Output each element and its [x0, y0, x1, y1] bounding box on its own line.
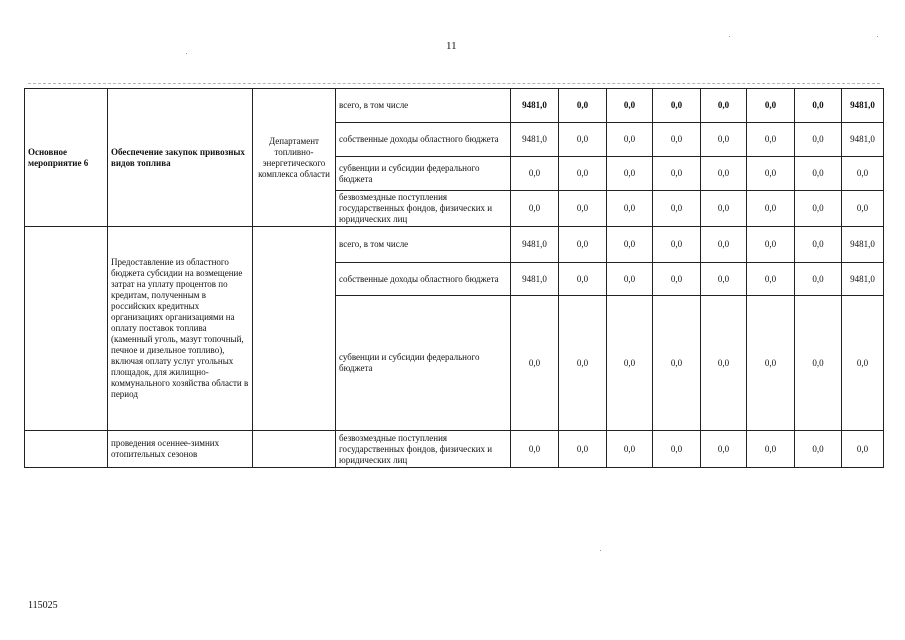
value-cell: 0,0	[559, 227, 607, 263]
value-cell: 0,0	[653, 123, 701, 157]
measure-title-cell: Предоставление из областного бюджета субсидии на возмещение затрат на уплату процентов по кредитам, полученным в российских кредитных организациях организациями на оплату поставок топлива (каменный уголь, мазут топочный, печное и дизельное топливо), включая оплату услуг угольных площадок, для жилищно-коммунального хозяйства области в период	[108, 227, 253, 431]
value-cell: 0,0	[607, 157, 653, 191]
value-cell: 0,0	[511, 157, 559, 191]
value-cell: 0,0	[842, 431, 884, 468]
funding-source-cell: субвенции и субсидии федерального бюджета	[336, 296, 511, 431]
value-cell: 0,0	[747, 431, 795, 468]
value-cell: 0,0	[653, 431, 701, 468]
value-cell: 0,0	[842, 191, 884, 227]
value-cell: 0,0	[607, 123, 653, 157]
value-cell: 9481,0	[842, 227, 884, 263]
value-cell: 0,0	[747, 227, 795, 263]
page-number: 11	[446, 40, 457, 52]
value-cell: 0,0	[559, 296, 607, 431]
scan-speck	[186, 53, 187, 54]
value-cell: 0,0	[747, 263, 795, 296]
value-cell: 0,0	[795, 263, 842, 296]
value-cell: 0,0	[607, 431, 653, 468]
value-cell: 0,0	[511, 191, 559, 227]
value-cell: 0,0	[747, 296, 795, 431]
funding-source-cell: безвозмездные поступления государственных фондов, физических и юридических лиц	[336, 191, 511, 227]
value-cell: 0,0	[559, 157, 607, 191]
funding-source-cell: субвенции и субсидии федерального бюджета	[336, 157, 511, 191]
value-cell: 0,0	[607, 89, 653, 123]
value-cell: 0,0	[747, 157, 795, 191]
measure-title-cell: Обеспечение закупок привозных видов топлива	[108, 89, 253, 227]
value-cell: 9481,0	[511, 123, 559, 157]
funding-source-cell: всего, в том числе	[336, 89, 511, 123]
value-cell: 0,0	[795, 227, 842, 263]
value-cell: 9481,0	[842, 123, 884, 157]
funding-source-cell: собственные доходы областного бюджета	[336, 263, 511, 296]
event-cell	[25, 227, 108, 431]
value-cell: 0,0	[607, 227, 653, 263]
value-cell: 9481,0	[842, 89, 884, 123]
measure-title-cell: проведения осеннее-зимних отопительных сезонов	[108, 431, 253, 468]
funding-source-cell: собственные доходы областного бюджета	[336, 123, 511, 157]
value-cell: 0,0	[607, 296, 653, 431]
value-cell: 0,0	[607, 191, 653, 227]
value-cell: 0,0	[653, 227, 701, 263]
value-cell: 0,0	[701, 227, 747, 263]
value-cell: 9481,0	[511, 89, 559, 123]
header-divider	[28, 83, 880, 84]
value-cell: 0,0	[795, 89, 842, 123]
scan-speck	[877, 36, 878, 37]
table-row	[25, 227, 884, 263]
value-cell: 0,0	[559, 123, 607, 157]
event-cell: Основное мероприятие 6	[25, 89, 108, 227]
value-cell: 0,0	[747, 89, 795, 123]
department-cell	[253, 227, 336, 431]
table-row	[25, 89, 884, 123]
footer-code: 115025	[28, 600, 58, 611]
value-cell: 0,0	[701, 191, 747, 227]
event-cell	[25, 431, 108, 468]
value-cell: 0,0	[701, 89, 747, 123]
value-cell: 0,0	[795, 296, 842, 431]
value-cell: 0,0	[653, 296, 701, 431]
value-cell: 0,0	[559, 89, 607, 123]
value-cell: 0,0	[795, 191, 842, 227]
value-cell: 0,0	[747, 123, 795, 157]
value-cell: 0,0	[842, 157, 884, 191]
scan-speck	[729, 36, 730, 37]
value-cell: 0,0	[653, 191, 701, 227]
funding-source-cell: всего, в том числе	[336, 227, 511, 263]
value-cell: 0,0	[607, 263, 653, 296]
value-cell: 0,0	[701, 431, 747, 468]
funding-source-cell: безвозмездные поступления государственных фондов, физических и юридических лиц	[336, 431, 511, 468]
value-cell: 0,0	[747, 191, 795, 227]
value-cell: 0,0	[701, 157, 747, 191]
value-cell: 9481,0	[511, 263, 559, 296]
value-cell: 0,0	[701, 296, 747, 431]
value-cell: 9481,0	[511, 227, 559, 263]
value-cell: 0,0	[795, 157, 842, 191]
value-cell: 0,0	[795, 123, 842, 157]
value-cell: 0,0	[559, 263, 607, 296]
budget-table	[24, 88, 884, 468]
scan-speck	[600, 550, 601, 551]
value-cell: 0,0	[701, 263, 747, 296]
table-row	[25, 431, 884, 468]
value-cell: 0,0	[559, 431, 607, 468]
value-cell: 9481,0	[842, 263, 884, 296]
value-cell: 0,0	[559, 191, 607, 227]
value-cell: 0,0	[653, 89, 701, 123]
value-cell: 0,0	[511, 431, 559, 468]
value-cell: 0,0	[653, 157, 701, 191]
value-cell: 0,0	[701, 123, 747, 157]
value-cell: 0,0	[511, 296, 559, 431]
value-cell: 0,0	[653, 263, 701, 296]
department-cell	[253, 431, 336, 468]
department-cell: Департамент топливно-энергетического комплекса области	[253, 89, 336, 227]
value-cell: 0,0	[842, 296, 884, 431]
value-cell: 0,0	[795, 431, 842, 468]
